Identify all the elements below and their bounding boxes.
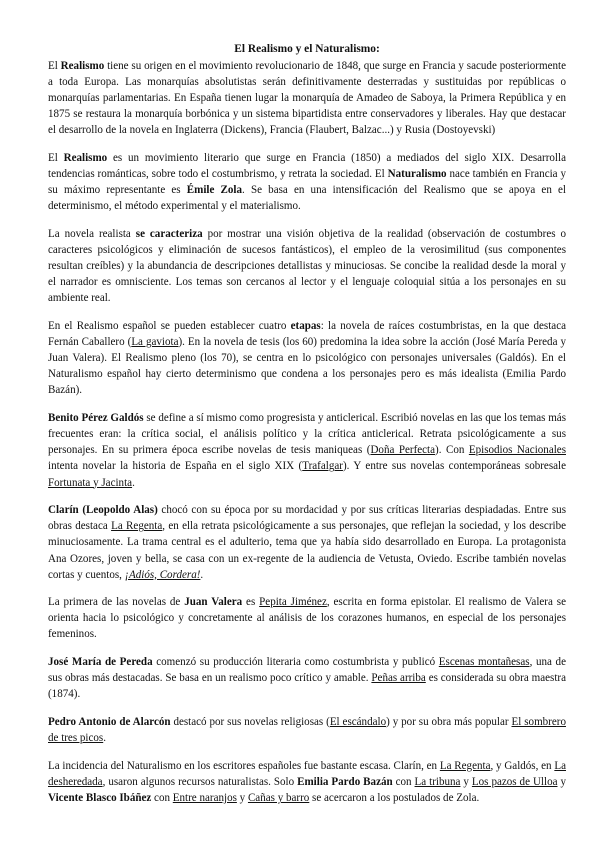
work-el-escandalo: El escándalo [329,716,387,729]
paragraph-naturalismo: La incidencia del Naturalismo en los escritores españoles fue bastante escasa. Clarín, en La Regenta, y Galdós, en La desheredada, usaron algunos recursos naturalistas. Solo Emilia Pardo Bazán con La tribuna y Los pazos de Ulloa y Vicente Blasco Ibáñez con Entre naranjos y Cañas y barro se acercaron a los postulados de Zola. [48,759,566,804]
term-caracteriza: se caracteriza [135,228,203,241]
work-la-desheredada: La desheredada [48,759,566,788]
term-realismo: Realismo [63,152,108,165]
work-la-regenta: La Regenta [111,520,163,533]
author-alarcon: Pedro Antonio de Alarcón [48,716,171,729]
work-trafalgar: Trafalgar [302,460,343,473]
paragraph-alarcon: Pedro Antonio de Alarcón destacó por sus novelas religiosas (El escándalo) y por su obra más popular El sombrero de tres picos. [48,716,566,745]
paragraph-clarin: Clarín (Leopoldo Alas) chocó con su época por su mordacidad y por sus críticas literarias despiadadas. Entre sus obras destaca La Regenta, en ella retrata psicológicamente a sus personajes, que reflejan la sociedad, y los describe minuciosamente. La trama central es el adulterio, tema que ya había sido desarrollado en Europa. La protagonista Ana Ozores, joven y bella, se casa con un ex-regente de la audiencia de Vetusta, Oviedo. Escribe también novelas cortas y cuentos, ¡Adiós, Cordera!. [48,504,567,581]
author-zola: Émile Zola [186,184,243,197]
paragraph-pereda: José María de Pereda comenzó su producción literaria como costumbrista y publicó Escenas montañesas, una de sus obras más destacadas. Se basa en un realismo poco crítico y amable. Peñas arriba es considerada su obra maestra (1874). [48,656,566,701]
work-dona-perfecta: Doña Perfecta [370,444,436,457]
author-pardo-bazan: Emilia Pardo Bazán [297,775,393,788]
term-realismo: Realismo [60,60,105,72]
work-escenas-montanesas: Escenas montañesas [438,656,530,669]
work-adios-cordera: ¡Adiós, Cordera! [124,568,201,581]
paragraph-galdos: Benito Pérez Galdós se define a sí mismo como progresista y anticlerical. Escribió novelas en las que los temas más frecuentes eran: la crítica social, el análisis político y la crítica anticlerical. Retrata psicológicamente a sus personajes. En su primera época escribe novelas de tesis maniqueas (Doña Perfecta). Con Episodios Nacionales intenta novelar la historia de España en el siglo XIX (Trafalgar). Y entre sus novelas contemporáneas sobresale Fortunata y Jacinta. [48,412,566,489]
author-clarin: Clarín (Leopoldo Alas) [48,504,158,517]
paragraph-definition: El Realismo es un movimiento literario que surge en Francia (1850) a mediados del siglo XIX. Desarrolla tendencias románticas, sobre todo el costumbrismo, y retrata la sociedad. El Naturalismo nace también en Francia y su máximo representante es Émile Zola. Se basa en una intensificación del Realismo que se apoya en el determinismo, el método experimental y el materialismo. [48,152,567,213]
paragraph-stages: En el Realismo español se pueden establecer cuatro etapas: la novela de raíces costumbristas, en la que destaca Fernán Caballero (La gaviota). En la novela de tesis (los 60) predomina la idea sobre la acción (José María Pereda y Juan Valera). El Realismo pleno (los 70), se centra en lo psicológico con personajes universales (Galdós). En el Naturalismo español hay cierto determinismo que condena a los personajes pero es más idealista (Emilia Pardo Bazán). [48,320,566,397]
author-galdos: Benito Pérez Galdós [48,412,144,425]
author-valera: Juan Valera [184,596,243,609]
term-naturalismo: Naturalismo [387,168,447,181]
paragraph-characteristics: La novela realista se caracteriza por mostrar una visión objetiva de la realidad (observación de costumbres o caracteres psicológicos y eliminación de sucesos fantásticos), el empleo de la verosimilitud (sus componentes resultan creíbles) y la abundancia de descripciones detallistas y minuciosas. Se concibe la realidad desde la moral y el narrador es omnisciente. Los temas son cercanos al lector y el lenguaje coloquial sitúa a los personajes en su ambiente real. [48,228,567,305]
work-la-tribuna: La tribuna [414,775,461,788]
work-la-gaviota: La gaviota [131,336,179,349]
work-la-regenta: La Regenta [439,759,491,772]
work-canas-y-barro: Cañas y barro [247,792,310,804]
term-etapas: etapas [290,320,321,333]
work-penas-arriba: Peñas arriba [371,672,426,685]
work-fortunata-y-jacinta: Fortunata y Jacinta [48,476,133,489]
paragraph-origin: El Realismo tiene su origen en el movimiento revolucionario de 1848, que surge en Francia y sacude posteriormente a toda Europa. Las monarquías absolutistas serán definitivamente desterradas y sustituidas por repúblicas o monarquías parlamentarias. En España tienen lugar la monarquía de Amadeo de Saboya, la Primera República y en 1875 se restaura la monarquía borbónica y un sistema bipartidista entre conservadores y liberales. Hay que destacar el desarrollo de la novela en Inglaterra (Dickens), Francia (Flaubert, Balzac...) y Rusia (Dostoyevski) [48,60,566,137]
author-pereda: José María de Pereda [48,656,153,669]
author-blasco-ibanez: Vicente Blasco Ibáñez [48,792,152,804]
work-episodios-nacionales: Episodios Nacionales [468,444,566,457]
document-title: El Realismo y el Naturalismo: [234,43,380,55]
work-el-sombrero-de-tres-picos: El sombrero de tres picos [48,716,566,745]
work-pepita-jimenez: Pepita Jiménez [259,596,327,609]
work-entre-naranjos: Entre naranjos [172,792,237,804]
work-los-pazos-de-ulloa: Los pazos de Ulloa [471,775,558,788]
paragraph-valera: La primera de las novelas de Juan Valera es Pepita Jiménez, escrita en forma epistolar. El realismo de Valera se orienta hacia lo psicológico y concretamente al análisis de los corazones humanos, en especial de los personajes femeninos. [48,596,566,641]
